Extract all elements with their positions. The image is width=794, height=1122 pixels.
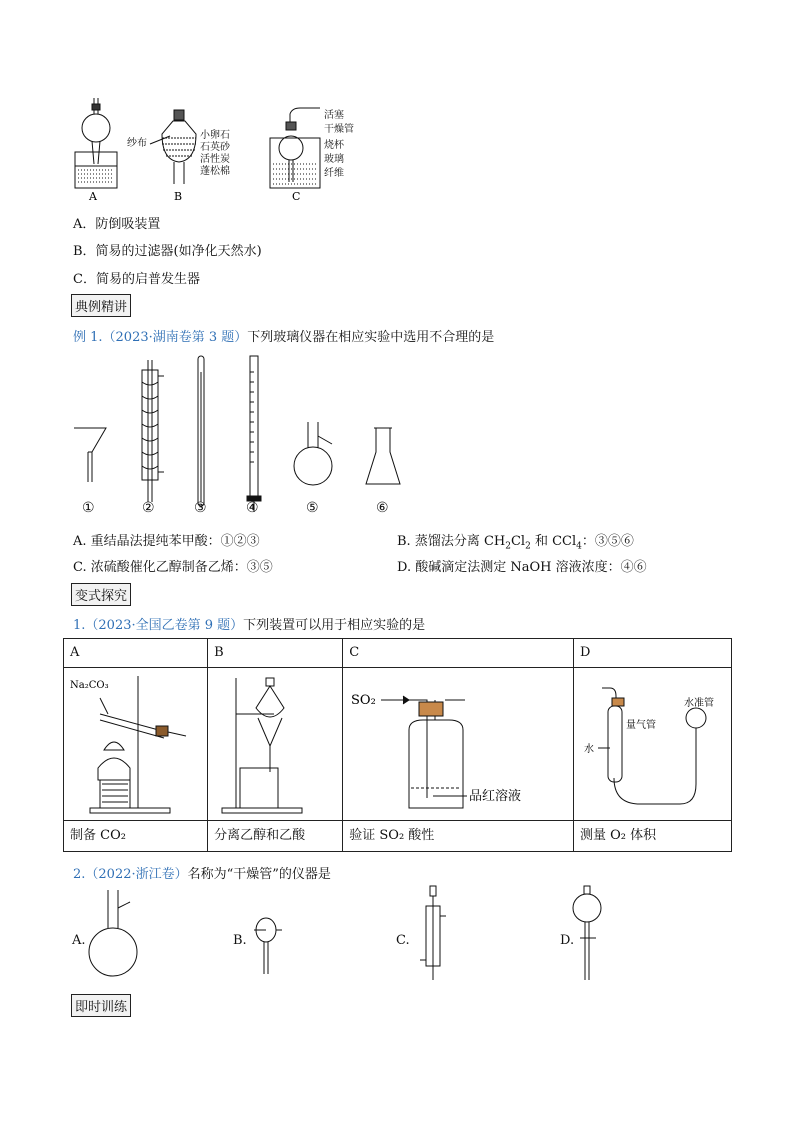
gas-measuring-apparatus-d: [580, 668, 725, 818]
svg-text:③: ③: [194, 500, 207, 516]
example1-option-b: B. 蒸馏法分离 $CH_2Cl_2$ 和 CCl$_4$：③⑤⑥: [397, 534, 634, 552]
q2-source: 2.（2022·浙江卷）: [73, 867, 188, 882]
condenser-icon: [142, 360, 164, 502]
drying-tube-icon: [254, 918, 282, 974]
thermometer-icon: [198, 356, 204, 506]
svg-text:④: ④: [246, 500, 259, 516]
svg-text:⑥: ⑥: [376, 500, 389, 516]
fig-label-a: A: [89, 190, 97, 203]
example1-option-a: A. 重结晶法提纯苯甲酸：①②③: [73, 534, 260, 549]
svg-text:D.: D.: [560, 933, 575, 948]
svg-text:石英砂: 石英砂: [200, 142, 230, 153]
condenser-tube-icon: [420, 886, 446, 980]
svg-text:C.: C.: [396, 933, 410, 948]
svg-text:纱布: 纱布: [127, 138, 147, 149]
example1-option-c: C. 浓硫酸催化乙醇制备乙烯：③⑤: [73, 560, 273, 575]
q2-line: [73, 863, 331, 882]
svg-text:蓬松棉: 蓬松棉: [200, 166, 230, 177]
q1-caption-d: 测量 O₂ 体积: [580, 828, 657, 843]
q1-col-b: B: [214, 645, 224, 660]
q1-caption-c: 验证 SO₂ 酸性: [349, 828, 435, 843]
svg-text:纤维: 纤维: [324, 168, 344, 179]
svg-text:品红溶液: 品红溶液: [469, 789, 522, 804]
example1-source: 例 1.（2023·湖南卷第 3 题）: [73, 330, 248, 345]
fig-label-b: B: [174, 190, 183, 203]
funnel-icon: [74, 428, 106, 482]
svg-text:A.: A.: [72, 933, 86, 948]
apparatus-a: [75, 98, 117, 188]
svg-text:干燥管: 干燥管: [324, 124, 354, 135]
q1-col-a: A: [70, 645, 80, 660]
section-heading-examples: 典例精讲: [71, 294, 131, 317]
q1-col-c: C: [349, 645, 360, 660]
svg-text:②: ②: [142, 500, 155, 516]
glassware-figure: [70, 352, 430, 520]
use-b: B．简易的过滤器(如净化天然水): [73, 244, 262, 259]
q1-source: 1.（2023·全国乙卷第 9 题）: [73, 618, 244, 633]
fig-label-c: C: [292, 190, 301, 203]
svg-text:水: 水: [584, 744, 594, 755]
q1-caption-b: 分离乙醇和乙酸: [214, 828, 306, 843]
q1-options-table: [63, 638, 732, 852]
top-apparatus-figure: [70, 94, 370, 206]
svg-text:小卵石: 小卵石: [200, 130, 230, 141]
separatory-funnel-apparatus-b: [214, 668, 334, 818]
svg-text:玻璃: 玻璃: [324, 154, 344, 165]
apparatus-c: [270, 108, 320, 188]
distilling-flask-icon: [294, 422, 332, 485]
burette-icon: [247, 356, 261, 512]
svg-text:B.: B.: [233, 933, 247, 948]
svg-text:量气管: 量气管: [626, 720, 656, 731]
svg-text:烧杯: 烧杯: [324, 140, 344, 151]
example1-option-d: D. 酸碱滴定法测定 NaOH 溶液浓度：④⑥: [397, 560, 647, 575]
wash-bottle-apparatus-c: [349, 668, 564, 818]
svg-text:活性炭: 活性炭: [200, 154, 230, 165]
svg-text:①: ①: [82, 500, 95, 516]
q2-question: 名称为“干燥管”的仪器是: [187, 867, 331, 882]
svg-text:水准管: 水准管: [684, 698, 714, 709]
section-heading-practice: 即时训练: [71, 994, 131, 1017]
round-flask-icon: [89, 890, 137, 976]
q1-question: 下列装置可以用于相应实验的是: [243, 618, 426, 633]
example1-question: 下列玻璃仪器在相应实验中选用不合理的是: [247, 330, 495, 345]
svg-text:⑤: ⑤: [306, 500, 319, 516]
example1-line: [73, 326, 494, 345]
use-a: A．防倒吸装置: [73, 217, 161, 232]
conical-flask-icon: [366, 428, 400, 484]
use-c: C．简易的启普发生器: [73, 272, 200, 287]
apparatus-b: [150, 110, 196, 184]
heating-apparatus-a: [70, 668, 200, 818]
q1-caption-a: 制备 CO₂: [70, 828, 126, 843]
section-heading-variants: 变式探究: [71, 583, 131, 606]
q1-col-d: D: [580, 645, 591, 660]
separatory-funnel-icon: [573, 886, 601, 980]
svg-text:SO₂: SO₂: [351, 693, 377, 708]
q1-line: [73, 614, 425, 633]
svg-text:活塞: 活塞: [324, 110, 344, 121]
svg-text:Na₂CO₃: Na₂CO₃: [70, 680, 109, 691]
q2-options-figure: [70, 884, 630, 984]
